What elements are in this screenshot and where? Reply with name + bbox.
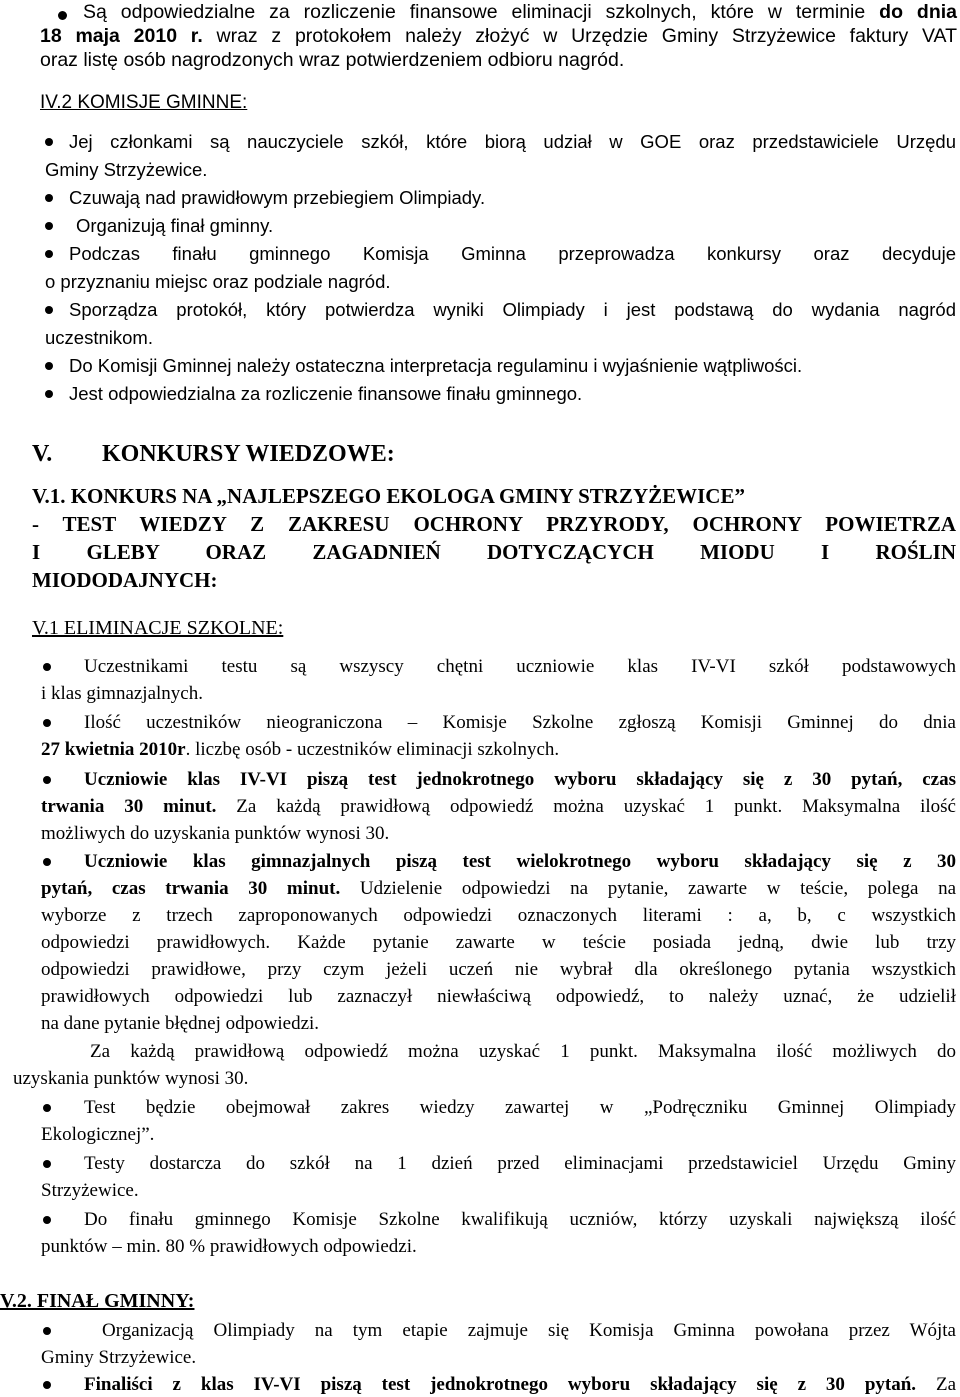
paragraph-line: Strzyżewice. <box>41 1180 139 1201</box>
paragraph-line: wyborze z trzech zaproponowanych odpowiedzi oznaczonych literami : a, b, c wszystkich <box>41 905 956 926</box>
bullet-icon <box>45 306 53 314</box>
bullet-icon <box>45 362 53 370</box>
bullet-icon <box>43 776 51 784</box>
list-item: Jest odpowiedzialna za rozliczenie finansowe finału gminnego. <box>69 383 583 404</box>
bullet-icon <box>43 1381 51 1389</box>
paragraph-line: Są odpowiedzialne za rozliczenie finansowe eliminacji szkolnych, które w terminie do dnia <box>83 1 957 23</box>
subsection-heading: - TEST WIEDZY Z ZAKRESU OCHRONY PRZYRODY, OCHRONY POWIETRZA <box>32 512 956 536</box>
bullet-icon <box>45 138 53 146</box>
section-heading: KONKURSY WIEDZOWE: <box>102 441 395 467</box>
paragraph-line: Sporządza protokół, który potwierdza wyniki Olimpiady i jest podstawą do wydania nagród <box>69 299 956 320</box>
paragraph-line: Testy dostarcza do szkół na 1 dzień przed eliminacjami przedstawiciel Urzędu Gminy <box>84 1153 956 1174</box>
paragraph-line: odpowiedzi prawidłowych. Każde pytanie zawarte w teście posiada jedną, dwie lub trzy <box>41 932 956 953</box>
paragraph-line: uczestnikom. <box>45 327 153 348</box>
paragraph-line: i klas gimnazjalnych. <box>41 683 203 704</box>
bullet-icon <box>43 719 51 727</box>
paragraph-line: Za każdą prawidłową odpowiedź można uzyskać 1 punkt. Maksymalna ilość możliwych do <box>90 1041 956 1062</box>
paragraph-line: 18 maja 2010 r. wraz z protokołem należy złożyć w Urzędzie Gminy Strzyżewice faktury VAT <box>40 25 957 47</box>
paragraph-line: Uczestnikami testu są wszyscy chętni uczniowie klas IV-VI szkół podstawowych <box>84 656 956 677</box>
subsection-heading: MIODODAJNYCH: <box>32 568 218 592</box>
paragraph-line: o przyznaniu miejsc oraz podziale nagród. <box>45 271 391 292</box>
paragraph-line: oraz listę osób nagrodzonych wraz potwierdzeniem odbioru nagród. <box>40 49 625 71</box>
paragraph-line: Ekologicznej”. <box>41 1124 155 1145</box>
bullet-icon <box>43 1216 51 1224</box>
bullet-icon <box>45 194 53 202</box>
bullet-icon <box>45 390 53 398</box>
paragraph-line: trwania 30 minut. Za każdą prawidłową odpowiedź można uzyskać 1 punkt. Maksymalna ilość <box>41 796 956 817</box>
paragraph-line: 27 kwietnia 2010r. liczbę osób - uczestników eliminacji szkolnych. <box>41 739 560 760</box>
section-number: V. <box>32 441 53 467</box>
bullet-icon <box>43 1327 51 1335</box>
bullet-icon <box>45 222 53 230</box>
paragraph-line: Gminy Strzyżewice. <box>45 159 208 180</box>
section-heading: V.1 ELIMINACJE SZKOLNE: <box>32 617 284 639</box>
paragraph-line: Do finału gminnego Komisje Szkolne kwalifikują uczniów, którzy uzyskali największą ilość <box>84 1209 956 1230</box>
subsection-heading: V.1. KONKURS NA „NAJLEPSZEGO EKOLOGA GMINY STRZYŻEWICE” <box>32 484 745 508</box>
paragraph-line: Ilość uczestników nieograniczona – Komisje Szkolne zgłoszą Komisji Gminnej do dnia <box>84 712 956 733</box>
section-heading: IV.2 KOMISJE GMINNE: <box>40 92 248 113</box>
paragraph-line: odpowiedzi prawidłowe, przy czym jeżeli uczeń nie wybrał dla określonego pytania wszystkich <box>41 959 956 980</box>
paragraph-line: Uczniowie klas gimnazjalnych piszą test wielokrotnego wyboru składający się z 30 <box>84 851 956 872</box>
paragraph-line: Gminy Strzyżewice. <box>41 1347 197 1368</box>
subsection-heading: I GLEBY ORAZ ZAGADNIEŃ DOTYCZĄCYCH MIODU I ROŚLIN <box>32 540 956 564</box>
bullet-icon <box>43 858 51 866</box>
bullet-icon <box>43 663 51 671</box>
paragraph-line: możliwych do uzyskania punktów wynosi 30. <box>41 823 390 844</box>
bullet-icon <box>43 1160 51 1168</box>
paragraph-line: Organizacją Olimpiady na tym etapie zajmuje się Komisja Gminna powołana przez Wójta <box>102 1320 956 1341</box>
bullet-icon <box>45 250 53 258</box>
paragraph-line: na dane pytanie błędnej odpowiedzi. <box>41 1013 320 1034</box>
bullet-icon <box>43 1104 51 1112</box>
paragraph-line: Finaliści z klas IV-VI piszą test jednokrotnego wyboru składający się z 30 pytań. Za <box>84 1374 956 1395</box>
list-item: Czuwają nad prawidłowym przebiegiem Olimpiady. <box>69 187 486 208</box>
paragraph-line: punktów – min. 80 % prawidłowych odpowiedzi. <box>41 1236 417 1257</box>
list-item: Do Komisji Gminnej należy ostateczna interpretacja regulaminu i wyjaśnienie wątpliwości. <box>69 355 803 376</box>
paragraph-line: pytań, czas trwania 30 minut. Udzielenie odpowiedzi na pytanie, zawarte w teście, polega na <box>41 878 956 899</box>
paragraph-line: Test będzie obejmował zakres wiedzy zawartej w „Podręczniku Gminnej Olimpiady <box>84 1097 956 1118</box>
paragraph-line: Podczas finału gminnego Komisja Gminna przeprowadza konkursy oraz decyduje <box>69 243 956 264</box>
list-item: Organizują finał gminny. <box>76 215 274 236</box>
section-heading: V.2. FINAŁ GMINNY: <box>0 1290 195 1312</box>
paragraph-line: Jej członkami są nauczyciele szkół, które biorą udział w GOE oraz przedstawiciele Urzędu <box>69 131 956 152</box>
paragraph-line: Uczniowie klas IV-VI piszą test jednokrotnego wyboru składający się z 30 pytań, czas <box>84 769 956 790</box>
paragraph-line: uzyskania punktów wynosi 30. <box>13 1068 249 1089</box>
paragraph-line: prawidłowych odpowiedzi lub zaznaczył niewłaściwą odpowiedź, to należy uznać, że udzielił <box>41 986 956 1007</box>
